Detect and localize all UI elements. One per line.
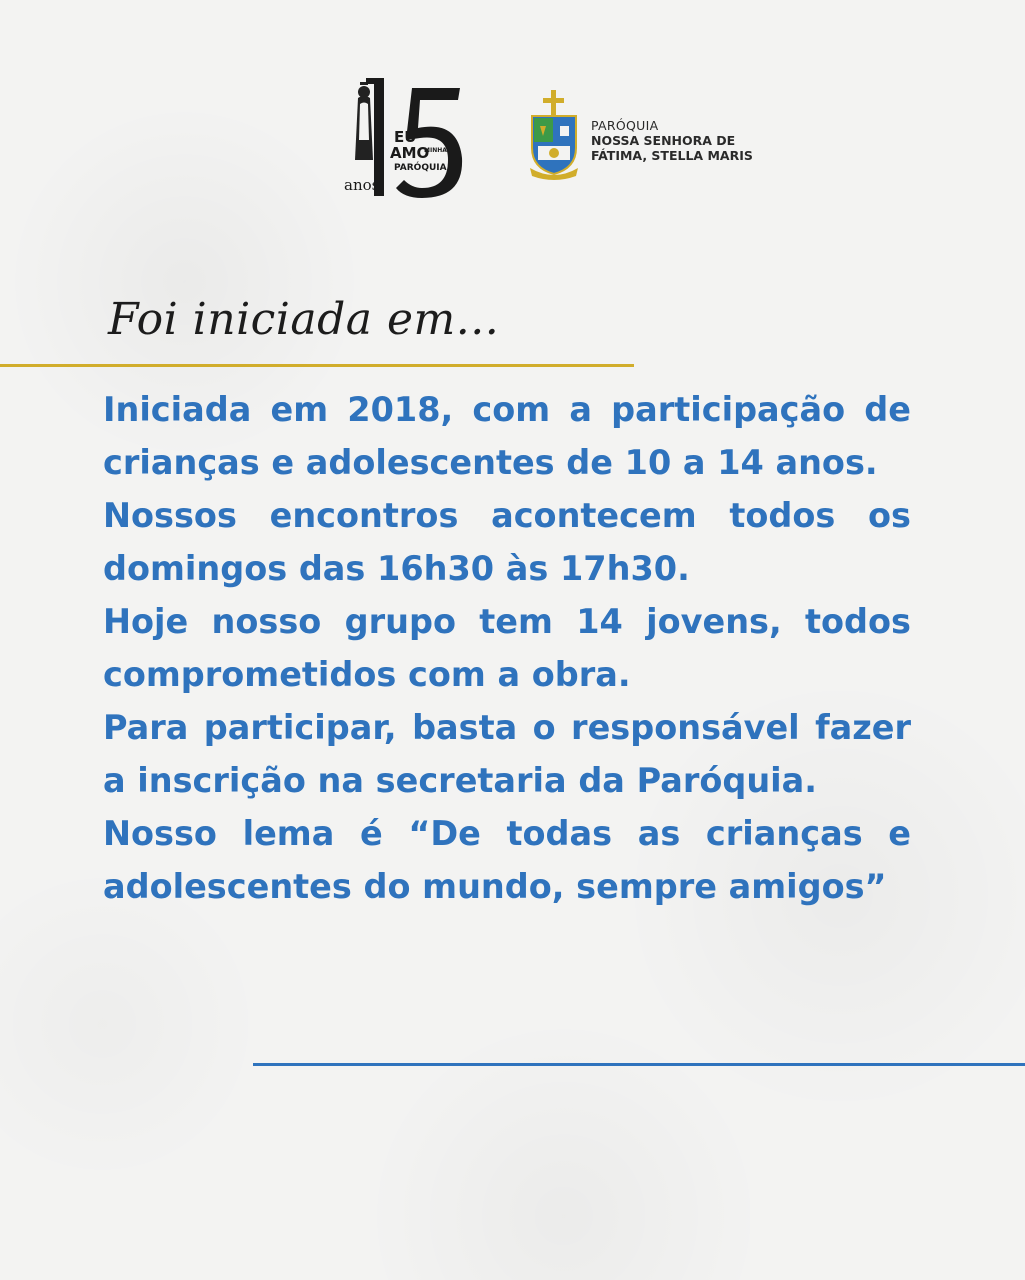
section-heading: Foi iniciada em... xyxy=(108,294,500,345)
anniversary-15-logo xyxy=(340,70,470,205)
logo-slogan-line-3: MINHA xyxy=(424,147,447,154)
parish-name-line-1: PARÓQUIA xyxy=(591,118,659,133)
parish-name-line-2: NOSSA SENHORA DE xyxy=(591,133,736,148)
logo-slogan-line-2: AMO xyxy=(390,144,430,162)
blue-divider xyxy=(253,1063,1025,1066)
virgin-mary-statue-icon xyxy=(355,82,373,160)
paragraph-group-size: Hoje nosso grupo tem 14 jovens, todos comprometidos com a obra. xyxy=(103,602,911,694)
section-body xyxy=(103,383,911,913)
paragraph-meeting-times: Nossos encontros acontecem todos os domingos das 16h30 às 17h30. xyxy=(103,496,911,588)
logo-anos-label: anos xyxy=(344,176,380,194)
logo-slogan-line-1: EU xyxy=(394,128,417,146)
paragraph-start-date: Iniciada em 2018, com a participação de crianças e adolescentes de 10 a 14 anos. xyxy=(103,390,911,482)
parish-crest-icon xyxy=(526,90,582,182)
parish-name-line-3: FÁTIMA, STELLA MARIS xyxy=(591,148,753,163)
gold-divider xyxy=(0,364,634,367)
paragraph-how-to-join: Para participar, basta o responsável fazer a inscrição na secretaria da Paróquia. xyxy=(103,708,911,800)
paragraph-motto: Nosso lema é “De todas as crianças e adolescentes do mundo, sempre amigos” xyxy=(103,814,911,906)
logo-slogan-line-4: PARÓQUIA! xyxy=(394,163,451,173)
parish-name xyxy=(591,118,753,163)
